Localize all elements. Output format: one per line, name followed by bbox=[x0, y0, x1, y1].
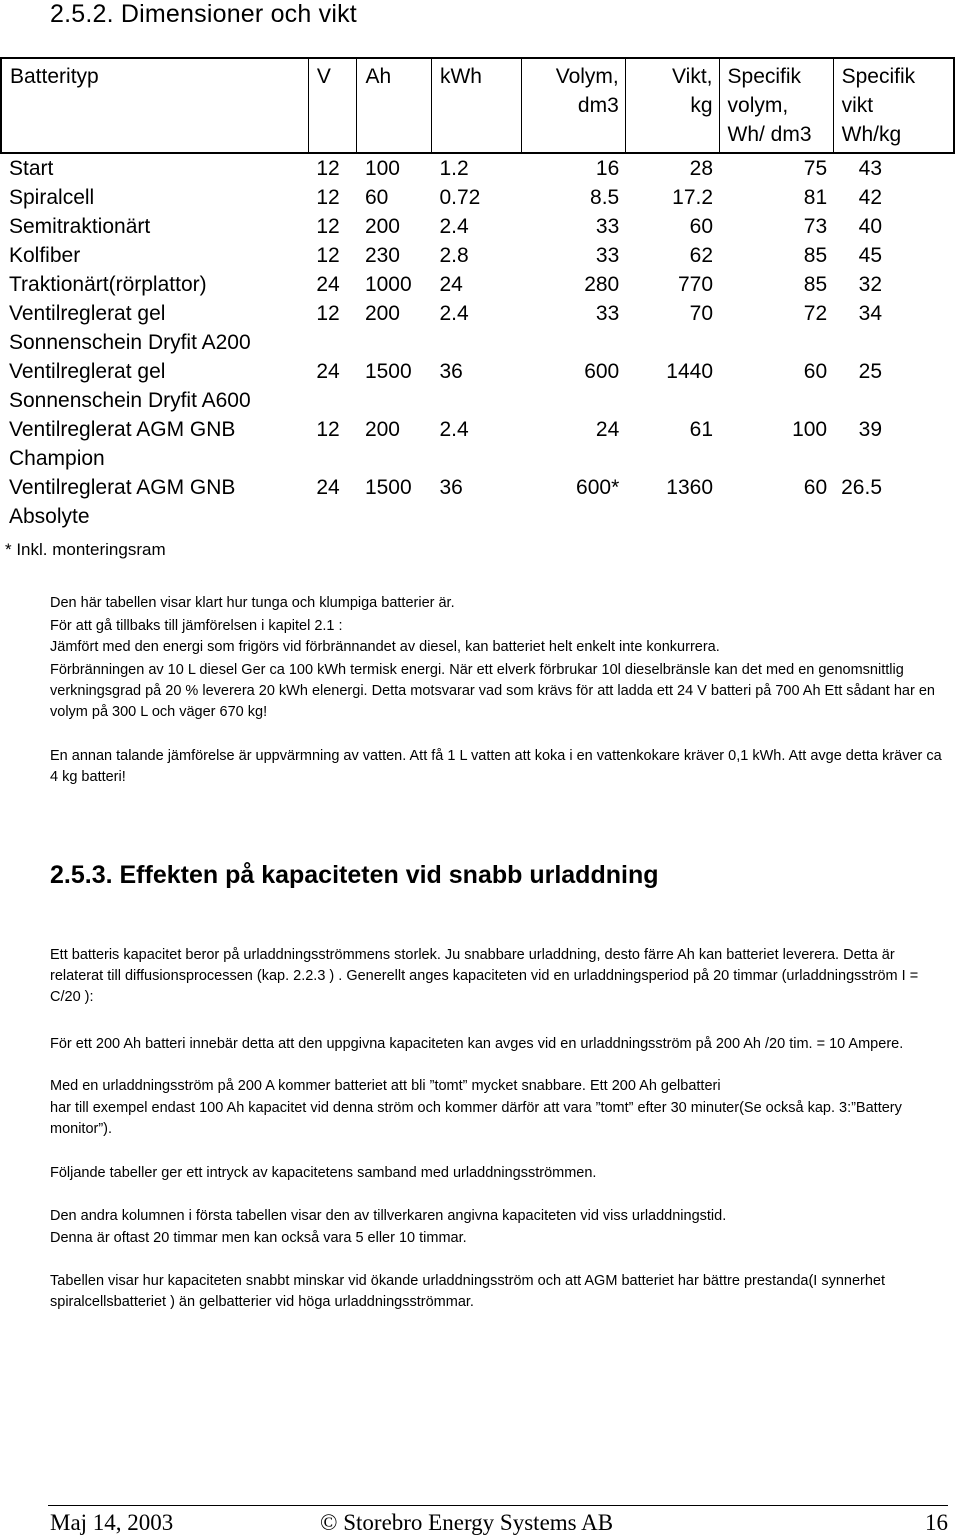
cell-batterityp: Traktionärt(rörplattor) bbox=[9, 273, 207, 296]
paragraph: Följande tabeller ger ett intryck av kapacitetens samband med urladdningsströmmen. bbox=[50, 1165, 597, 1181]
cell-vikt: 17.2 bbox=[672, 186, 714, 209]
cell-kwh: 2.8 bbox=[439, 244, 469, 267]
cell-batterityp: Start bbox=[9, 157, 54, 180]
cell-specifik-vikt: 39 bbox=[858, 418, 882, 441]
page-number: 16 bbox=[925, 1510, 948, 1535]
footer-copyright: © Storebro Energy Systems AB bbox=[320, 1510, 614, 1535]
cell-specifik-volym: 60 bbox=[803, 360, 828, 383]
cell-kwh: 36 bbox=[439, 476, 463, 499]
cell-volym: 280 bbox=[584, 273, 620, 296]
cell-specifik-volym: 75 bbox=[803, 157, 828, 180]
paragraph: För att gå tillbaks till jämförelsen i kapitel 2.1 : bbox=[50, 618, 343, 634]
cell-specifik-vikt: 32 bbox=[858, 273, 882, 296]
section-title: 2.5.2. Dimensioner och vikt bbox=[50, 0, 357, 28]
cell-kwh: 2.4 bbox=[439, 302, 469, 325]
cell-vikt: 1440 bbox=[666, 360, 714, 383]
table-row bbox=[1, 183, 954, 212]
paragraph: Den andra kolumnen i första tabellen visar den av tillverkaren angivna kapaciteten vid viss urladdningstid. bbox=[50, 1208, 727, 1224]
cell-specifik-volym: 73 bbox=[803, 215, 828, 238]
cell-v: 12 bbox=[316, 186, 340, 209]
paragraph: Med en urladdningsström på 200 A kommer batteriet att bli ”tomt” mycket snabbare. Ett 200 Ah gelbatteri bbox=[50, 1078, 721, 1094]
cell-specifik-volym: 85 bbox=[803, 273, 828, 296]
cell-specifik-volym: 100 bbox=[792, 418, 828, 441]
cell-batterityp: Spiralcell bbox=[9, 186, 95, 209]
cell-batterityp: Ventilreglerat gel Sonnenschein Dryfit A600 bbox=[9, 360, 251, 412]
table-row bbox=[1, 473, 954, 531]
cell-specifik-vikt: 43 bbox=[858, 157, 882, 180]
cell-specifik-vikt: 42 bbox=[858, 186, 882, 209]
cell-v: 12 bbox=[316, 157, 340, 180]
cell-volym: 600 bbox=[584, 360, 620, 383]
cell-v: 24 bbox=[316, 360, 340, 383]
cell-ah: 1000 bbox=[364, 273, 412, 296]
table-row bbox=[1, 212, 954, 241]
cell-batterityp: Semitraktionärt bbox=[9, 215, 151, 238]
header-vikt: Vikt, kg bbox=[625, 58, 719, 153]
cell-vikt: 28 bbox=[689, 157, 714, 180]
header-specifik-volym: Specifik volym, Wh/ dm3 bbox=[719, 58, 833, 153]
cell-specifik-volym: 85 bbox=[803, 244, 828, 267]
cell-specifik-vikt: 25 bbox=[858, 360, 882, 383]
cell-v: 24 bbox=[316, 476, 340, 499]
table-row bbox=[1, 299, 954, 357]
paragraph: Den här tabellen visar klart hur tunga och klumpiga batterier är. bbox=[50, 595, 455, 611]
section-title-2: 2.5.3. Effekten på kapaciteten vid snabb urladdning bbox=[50, 861, 659, 889]
table-row bbox=[1, 415, 954, 473]
table-row bbox=[1, 270, 954, 299]
cell-kwh: 0.72 bbox=[439, 186, 481, 209]
header-v: V bbox=[308, 58, 357, 153]
cell-v: 12 bbox=[316, 244, 340, 267]
cell-specifik-vikt: 34 bbox=[858, 302, 882, 325]
cell-ah: 230 bbox=[364, 244, 400, 267]
cell-specifik-vikt: 40 bbox=[858, 215, 882, 238]
cell-ah: 1500 bbox=[364, 360, 412, 383]
cell-ah: 1500 bbox=[364, 476, 412, 499]
page-footer bbox=[48, 1505, 948, 1538]
cell-vikt: 62 bbox=[689, 244, 714, 267]
cell-batterityp: Ventilreglerat AGM GNB Absolyte bbox=[9, 476, 236, 528]
cell-volym: 600* bbox=[576, 476, 620, 499]
cell-vikt: 1360 bbox=[666, 476, 714, 499]
cell-ah: 200 bbox=[364, 302, 400, 325]
battery-dimensions-table bbox=[0, 57, 955, 531]
cell-volym: 33 bbox=[595, 215, 620, 238]
header-volym: Volym, dm3 bbox=[521, 58, 625, 153]
header-kwh: kWh bbox=[431, 58, 521, 153]
footer-date: Maj 14, 2003 bbox=[50, 1510, 174, 1535]
paragraph: För ett 200 Ah batteri innebär detta att den uppgivna kapaciteten kan avges vid en urladdningsström på 200 Ah /20 tim. = 10 Ampere. bbox=[50, 1036, 904, 1052]
cell-vikt: 770 bbox=[677, 273, 714, 296]
cell-v: 12 bbox=[316, 418, 340, 441]
cell-batterityp: Ventilreglerat gel Sonnenschein Dryfit A200 bbox=[9, 302, 251, 354]
header-ah: Ah bbox=[357, 58, 431, 153]
cell-specifik-volym: 60 bbox=[803, 476, 828, 499]
paragraph: Tabellen visar hur kapaciteten snabbt minskar vid ökande urladdningsström och att AGM batteriet har bättre prestanda(I synnerhet spiralcellsbatteriet ) än gelbatterier vid höga urladdningsströmmar. bbox=[50, 1273, 886, 1310]
cell-kwh: 1.2 bbox=[439, 157, 469, 180]
cell-v: 24 bbox=[316, 273, 340, 296]
cell-specifik-vikt: 26.5 bbox=[841, 476, 882, 499]
cell-ah: 200 bbox=[364, 215, 400, 238]
cell-specifik-volym: 81 bbox=[803, 186, 828, 209]
paragraph: Denna är oftast 20 timmar men kan också vara 5 eller 10 timmar. bbox=[50, 1230, 467, 1246]
cell-vikt: 70 bbox=[689, 302, 714, 325]
cell-batterityp: Kolfiber bbox=[9, 244, 81, 267]
header-specifik-vikt: Specifik vikt Wh/kg bbox=[833, 58, 954, 153]
table-row bbox=[1, 241, 954, 270]
cell-volym: 24 bbox=[595, 418, 620, 441]
paragraph: Jämfört med den energi som frigörs vid förbrännandet av diesel, kan batteriet helt enkelt inte konkurrera. bbox=[50, 639, 720, 655]
paragraph: En annan talande jämförelse är uppvärmning av vatten. Att få 1 L vatten att koka i en vattenkokare kräver 0,1 kWh. Att avge detta kräver ca 4 kg batteri! bbox=[50, 748, 942, 785]
paragraph: Förbränningen av 10 L diesel Ger ca 100 kWh termisk energi. När ett elverk förbrukar 10l dieselbränsle kan det med en genomsnittlig verkningsgrad på 20 % leverera 20 kWh elenergi. Detta motsvarar vad som krävs för att ladda ett 24 V batteri på 700 Ah Ett sådant har en volym på 300 L och väger 670 kg! bbox=[50, 662, 935, 720]
cell-kwh: 2.4 bbox=[439, 215, 469, 238]
cell-ah: 200 bbox=[364, 418, 400, 441]
cell-kwh: 36 bbox=[439, 360, 463, 383]
cell-v: 12 bbox=[316, 302, 340, 325]
cell-kwh: 2.4 bbox=[439, 418, 469, 441]
cell-ah: 100 bbox=[364, 157, 400, 180]
cell-kwh: 24 bbox=[439, 273, 463, 296]
cell-volym: 33 bbox=[595, 302, 620, 325]
cell-v: 12 bbox=[316, 215, 340, 238]
cell-specifik-vikt: 45 bbox=[858, 244, 882, 267]
cell-vikt: 61 bbox=[689, 418, 714, 441]
cell-specifik-volym: 72 bbox=[803, 302, 828, 325]
paragraph: Ett batteris kapacitet beror på urladdningsströmmens storlek. Ju snabbare urladdning, desto färre Ah kan batteriet leverera. Detta är relaterat till diffusionsprocessen (kap. 2.2.3 ) . Generellt anges kapaciteten vid en urladdningsperiod på 20 timmar (urladdningsström I = C/20 ): bbox=[50, 947, 919, 1005]
cell-volym: 8.5 bbox=[590, 186, 620, 209]
cell-ah: 60 bbox=[364, 186, 389, 209]
cell-volym: 33 bbox=[595, 244, 620, 267]
header-batterityp: Batterityp bbox=[1, 58, 308, 153]
cell-batterityp: Ventilreglerat AGM GNB Champion bbox=[9, 418, 236, 470]
table-row bbox=[1, 357, 954, 415]
cell-vikt: 60 bbox=[689, 215, 714, 238]
cell-volym: 16 bbox=[595, 157, 620, 180]
table-row bbox=[1, 153, 954, 183]
table-footnote: * Inkl. monteringsram bbox=[5, 540, 166, 559]
table-header-row bbox=[1, 58, 954, 153]
paragraph: har till exempel endast 100 Ah kapacitet vid denna ström och kommer därför att vara ”tomt” efter 30 minuter(Se också kap. 3:”Battery monitor”). bbox=[50, 1100, 902, 1137]
